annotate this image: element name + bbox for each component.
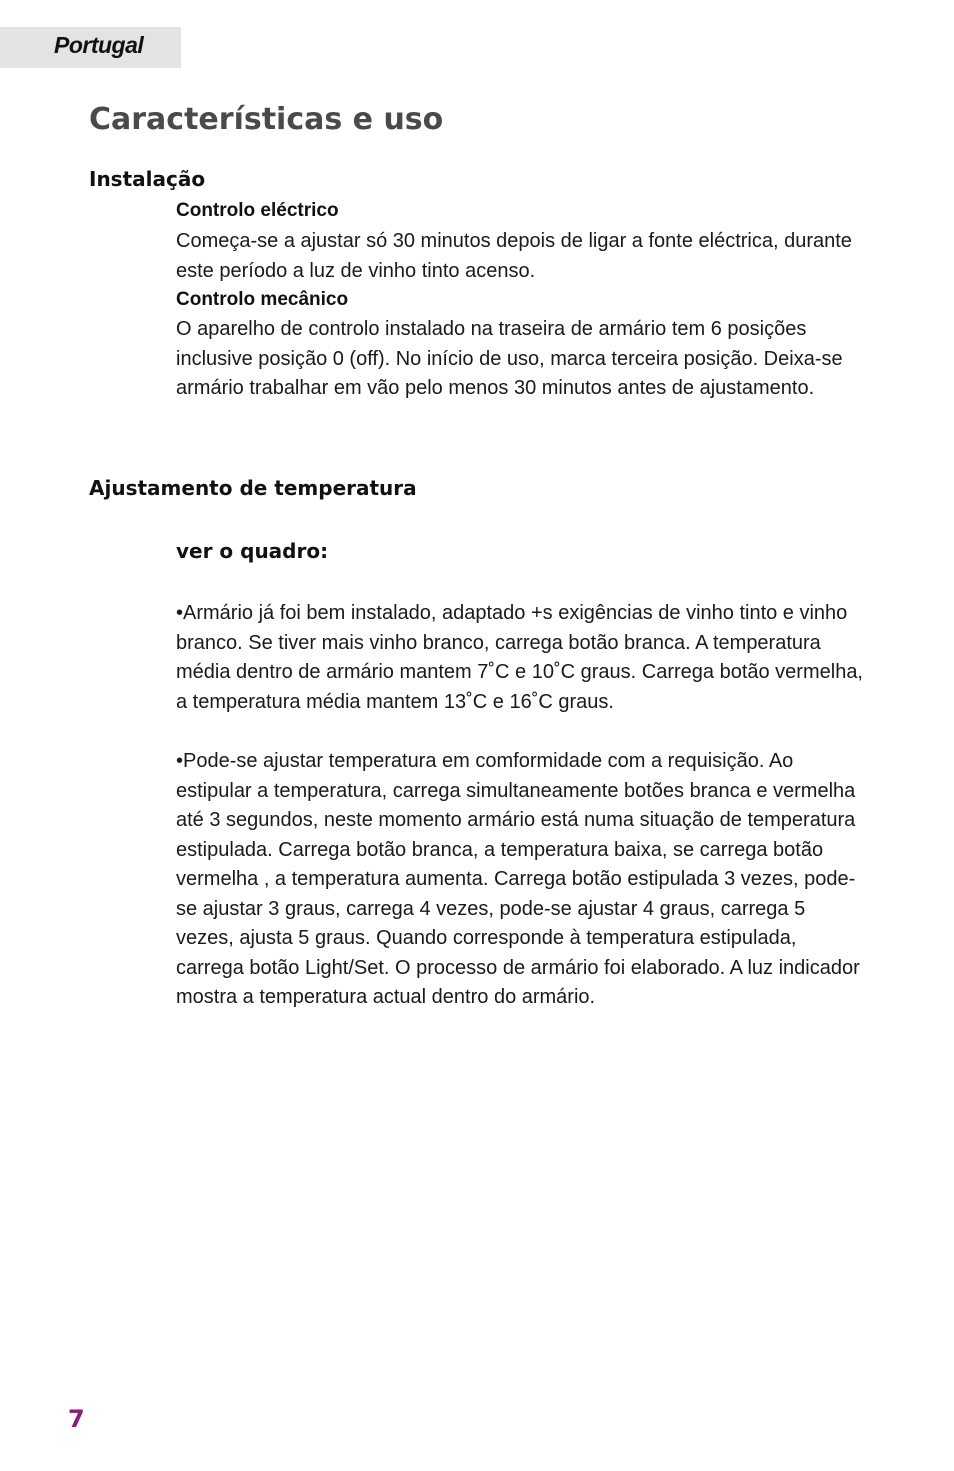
electric-control-text: Começa-se a ajustar só 30 minutos depois de ligar a fonte eléctrica, durante este período a luz de vinho tinto acenso.	[176, 230, 852, 282]
temperature-paragraph-1: •Armário já foi bem instalado, adaptado +s exigências de vinho tinto e vinho branco. Se tiver mais vinho branco, carrega botão branca. A temperatura média dentro de armário mantem 7˚C e 10˚C graus. Carrega botão vermelha, a temperatura média mantem 13˚C e 16˚C graus.	[176, 602, 863, 713]
language-tab	[0, 27, 181, 68]
temperature-heading: Ajustamento de temperatura	[89, 476, 417, 500]
temperature-paragraph-2: •Pode-se ajustar temperatura em comformidade com a requisição. Ao estipular a temperatura, carrega simultaneamente botões branca e vermelha até 3 segundos, neste momento armário está numa situação de temperatura estipulada. Carrega botão branca, a temperatura baixa, se carrega botão vermelha , a temperatura aumenta. Carrega botão estipulada 3 vezes, pode-se ajustar 3 graus, carrega 4 vezes, pode-se ajustar 4 graus, carrega 5 vezes, ajusta 5 graus. Quando corresponde à temperatura estipulada, carrega botão Light/Set. O processo de armário foi elaborado. A luz indicador mostra a temperatura actual dentro do armário.	[176, 750, 860, 1008]
page-title: Características e uso	[89, 102, 444, 137]
installation-heading: Instalação	[89, 167, 206, 191]
page-number: 7	[68, 1405, 85, 1433]
language-tab-label: Portugal	[54, 32, 144, 58]
mechanical-control-heading: Controlo mecânico	[176, 289, 349, 310]
see-table-heading: ver o quadro:	[176, 539, 329, 563]
mechanical-control-text: O aparelho de controlo instalado na traseira de armário tem 6 posições inclusive posição 0 (off). No início de uso, marca terceira posição. Deixa-se armário trabalhar em vão pelo menos 30 minutos antes de ajustamento.	[176, 318, 843, 399]
electric-control-heading: Controlo eléctrico	[176, 200, 339, 221]
